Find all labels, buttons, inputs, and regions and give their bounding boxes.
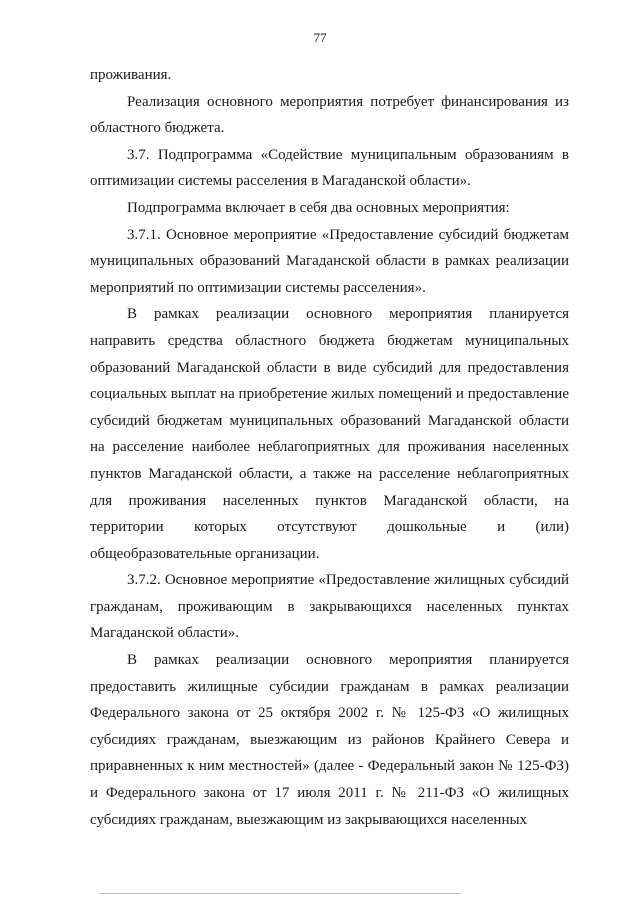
section-heading-3-7: 3.7. Подпрограмма «Содействие муниципальным образованиям в оптимизации системы расселения в Магаданской области». [90, 146, 569, 190]
scan-edge-divider [100, 893, 460, 894]
paragraph-subsidies-description: В рамках реализации основного мероприятия планируется направить средства областного бюджета бюджетам муниципальных образований Магаданской области в виде субсидий для предоставления социальных выплат на приобретение жилых помещений и предоставление субсидий бюджетам муниципальных образований Магаданской области на расселение наиболее неблагоприятных для проживания населенных пунктов Магаданской области, а также на расселение неблагоприятных для проживания населенных пунктов Магаданской области, на территории которых отсутствуют дошкольные и (или) общеобразовательные организации. [90, 306, 569, 562]
paragraph-continuation: проживания. [90, 67, 172, 83]
paragraph-subprogram-intro: Подпрограмма включает в себя два основных мероприятия: [127, 199, 510, 216]
paragraph-financing: Реализация основного мероприятия потребует финансирования из областного бюджета. [90, 93, 569, 137]
page-number: 77 [313, 30, 327, 45]
paragraph-housing-subsidies: В рамках реализации основного мероприятия планируется предоставить жилищные субсидии гражданам в рамках реализации Федерального закона от 25 октября 2002 г. № 125-ФЗ «О жилищных субсидиях гражданам, выезжающим из районов Крайнего Севера и приравненных к ним местностей» (далее - Федеральный закон № 125-ФЗ) и Федерального закона от 17 июля 2011 г. № 211-ФЗ «О жилищных субсидиях гражданам, выезжающим из закрывающихся населенных [90, 652, 569, 828]
section-heading-3-7-2: 3.7.2. Основное мероприятие «Предоставление жилищных субсидий гражданам, проживающим в закрывающихся населенных пунктах Магаданской области». [90, 572, 569, 642]
section-heading-3-7-1: 3.7.1. Основное мероприятие «Предоставление субсидий бюджетам муниципальных образований Магаданской области в рамках реализации мероприятий по оптимизации системы расселения». [90, 226, 569, 296]
document-body [90, 62, 569, 833]
